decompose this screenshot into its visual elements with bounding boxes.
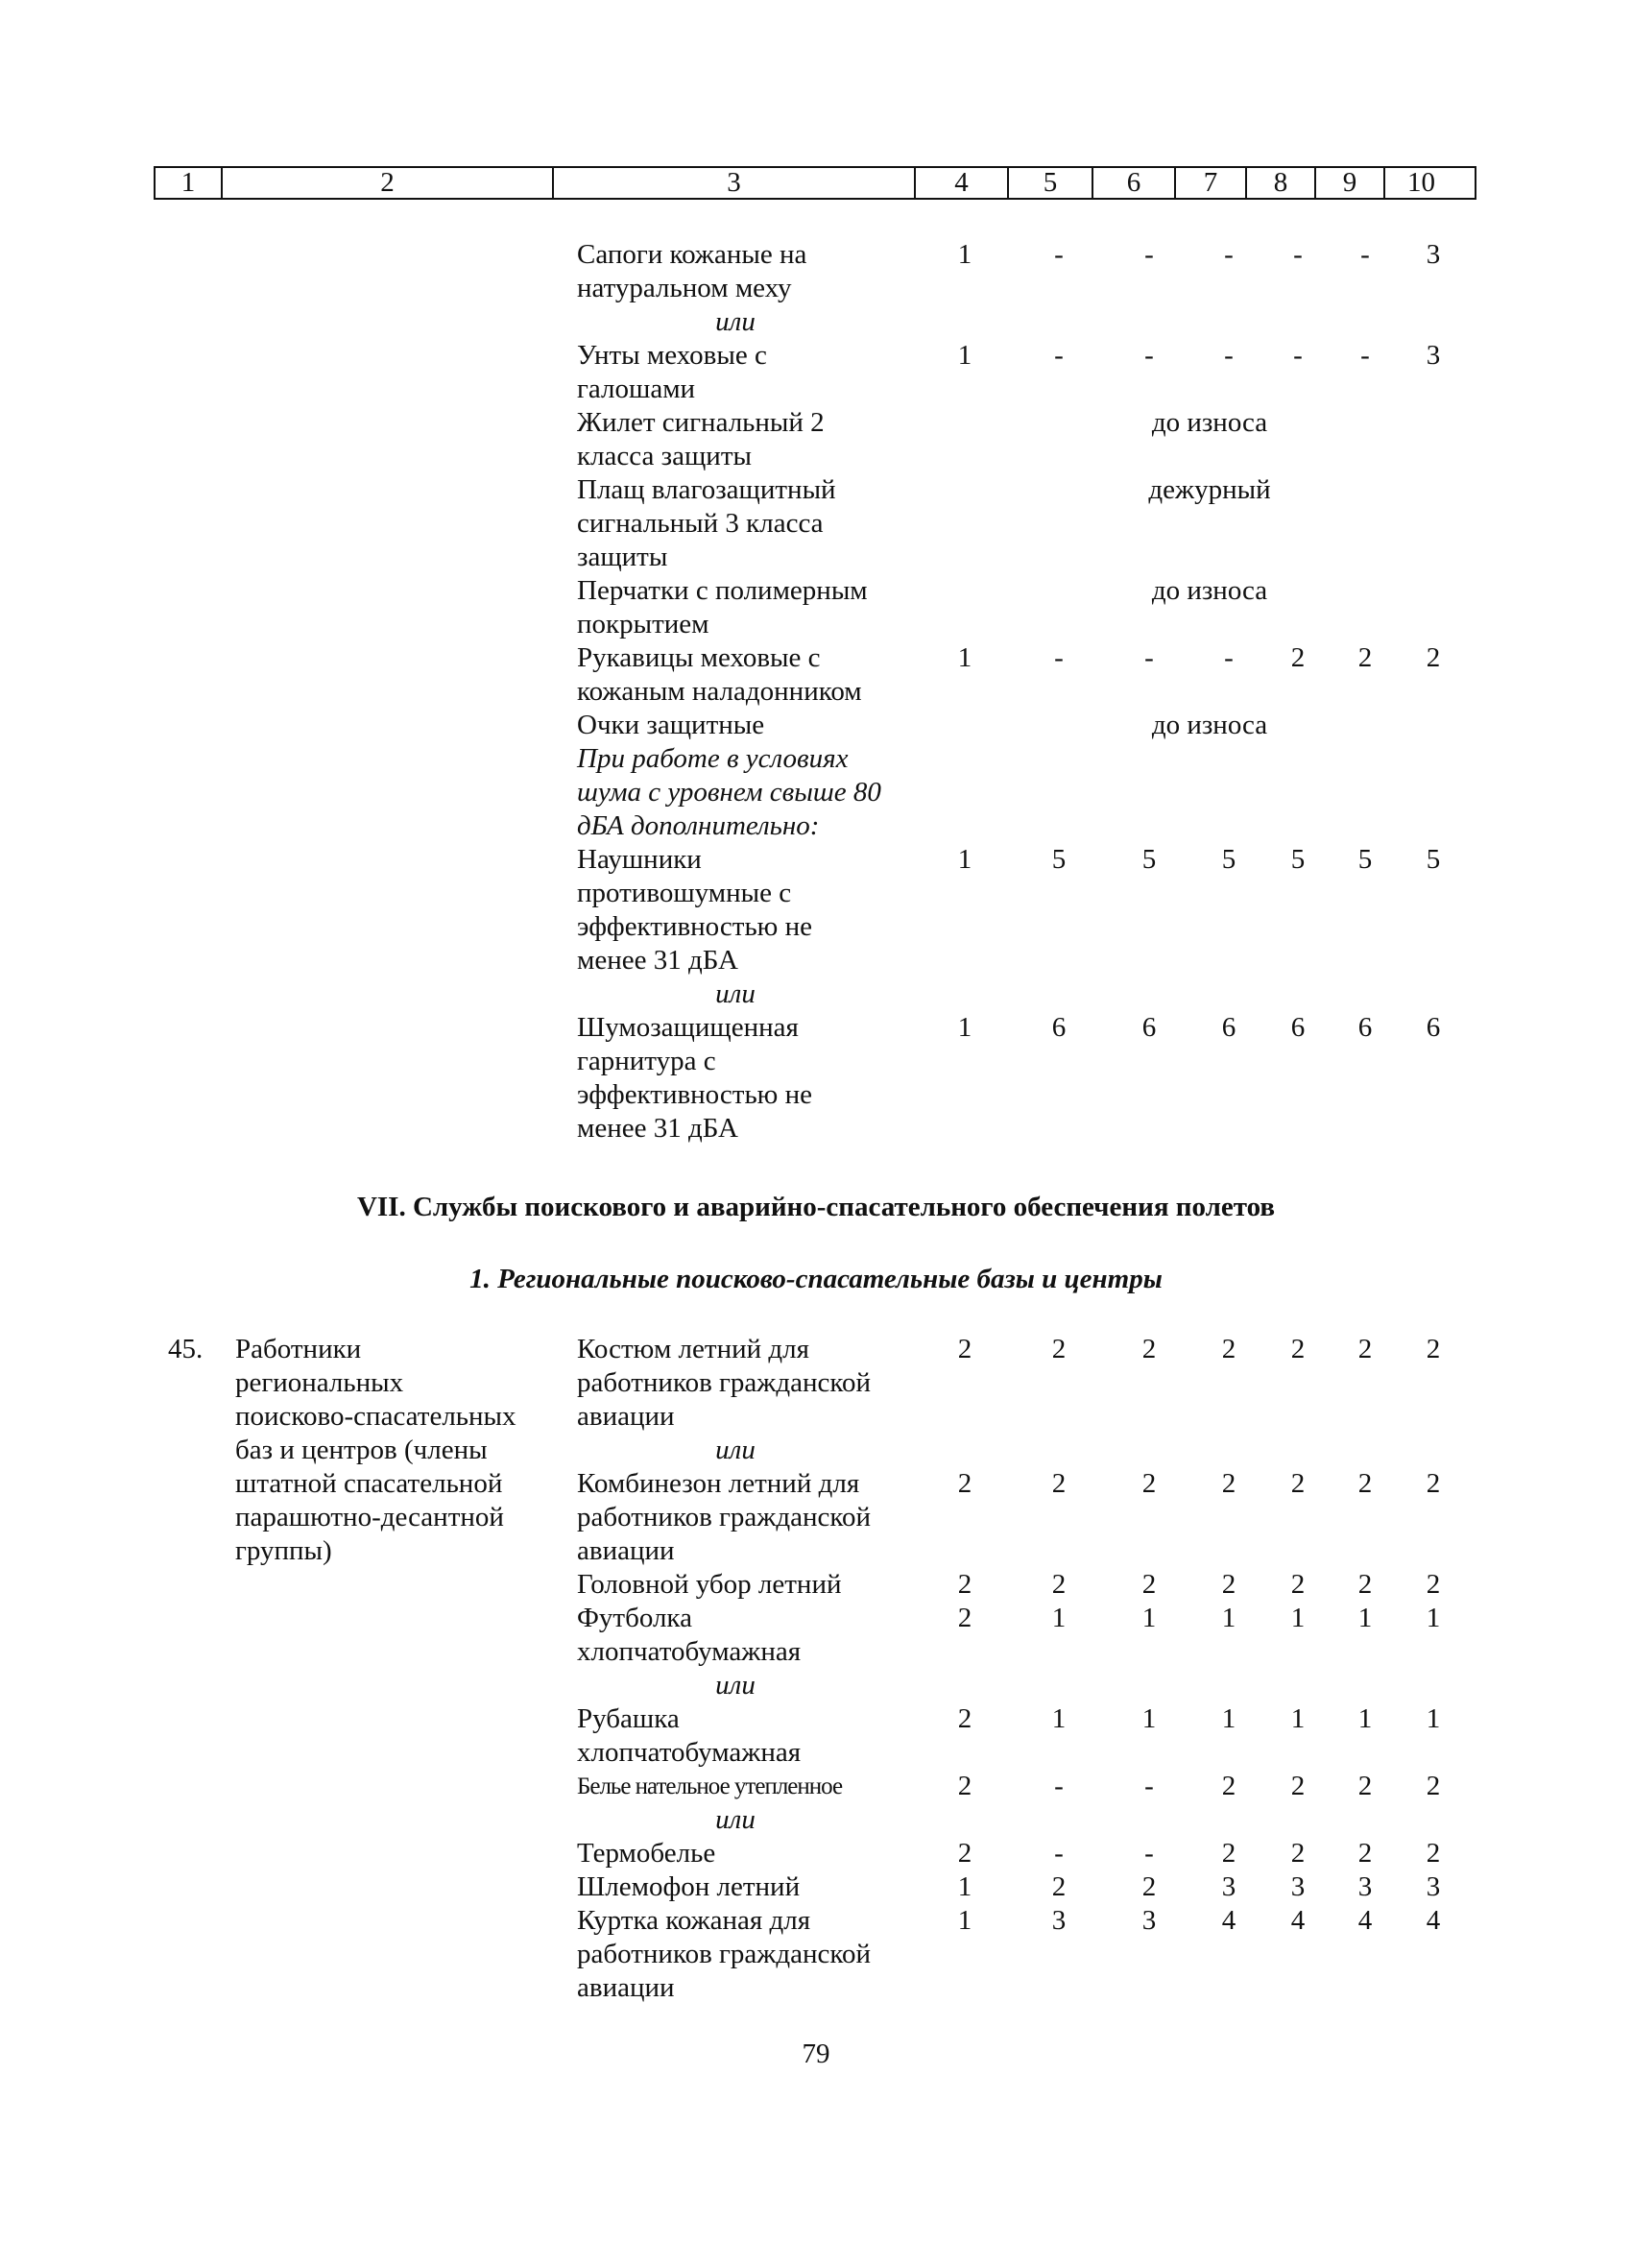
value-col-4: 2 — [957, 1468, 972, 1499]
equipment-list-bottom — [0, 1333, 1632, 2005]
value-col-4: 2 — [957, 1703, 972, 1734]
value-col-4: 2 — [957, 1771, 972, 1801]
additional-note — [577, 742, 942, 843]
value-col-6: - — [1144, 642, 1154, 673]
bottom-row — [0, 1837, 1632, 1870]
value-col-6: - — [1144, 1771, 1154, 1801]
workers-line: штатной спасательной — [235, 1468, 503, 1499]
item-values — [0, 1602, 1632, 1635]
item-values — [0, 1870, 1632, 1904]
bottom-row — [0, 1803, 1632, 1837]
value-col-10: 6 — [1426, 1012, 1441, 1043]
value-col-6: 6 — [1141, 1012, 1157, 1043]
value-col-10: 3 — [1426, 340, 1441, 371]
value-col-6: - — [1144, 239, 1154, 270]
workers-line: поисково-спасательных — [235, 1401, 516, 1432]
item-name-line: работников гражданской — [577, 1502, 871, 1532]
value-col-9: 2 — [1357, 1838, 1373, 1869]
value-col-7: 4 — [1221, 1905, 1236, 1936]
alternative-or: или — [715, 978, 756, 1009]
value-col-4: 1 — [957, 239, 972, 270]
top-row — [0, 473, 1632, 574]
value-col-6: 1 — [1141, 1603, 1157, 1633]
bottom-row — [0, 1333, 1632, 1434]
value-col-4: 1 — [957, 1905, 972, 1936]
value-col-7: 2 — [1221, 1334, 1236, 1364]
value-col-5: 5 — [1051, 844, 1067, 875]
item-values — [0, 473, 1632, 507]
value-col-6: 1 — [1141, 1703, 1157, 1734]
value-col-7: 2 — [1221, 1771, 1236, 1801]
value-col-10: 1 — [1426, 1603, 1441, 1633]
alternative-or: или — [715, 1804, 756, 1835]
item-name-line: авиации — [577, 1972, 675, 2003]
col-header-1: 1 — [156, 168, 223, 198]
value-col-10: 2 — [1426, 1771, 1441, 1801]
item-name-line: эффективностью не — [577, 911, 812, 942]
item-name-line: Очки защитные — [577, 710, 765, 740]
value-col-7: 6 — [1221, 1012, 1236, 1043]
column-number-header — [154, 166, 1476, 200]
value-col-8: 2 — [1290, 1838, 1306, 1869]
alternative-or: или — [715, 1435, 756, 1465]
note-line: шума с уровнем свыше 80 — [577, 777, 881, 808]
value-col-10: 5 — [1426, 844, 1441, 875]
value-col-4: 1 — [957, 1012, 972, 1043]
item-number: 45. — [168, 1334, 204, 1364]
item-name-line: Жилет сигнальный 2 — [577, 407, 825, 438]
col-header-4: 4 — [916, 168, 1009, 198]
item-name-line: Рубашка — [577, 1703, 680, 1734]
value-col-9: 5 — [1357, 844, 1373, 875]
bottom-row — [0, 1702, 1632, 1770]
item-name-line: хлопчатобумажная — [577, 1636, 802, 1667]
value-col-8: 2 — [1290, 1334, 1306, 1364]
value-col-10: 2 — [1426, 1468, 1441, 1499]
value-col-7: - — [1224, 642, 1234, 673]
item-name-line: авиации — [577, 1535, 675, 1566]
value-col-6: 2 — [1141, 1468, 1157, 1499]
col-header-5: 5 — [1009, 168, 1093, 198]
workers-line: региональных — [235, 1367, 404, 1398]
item-name-line: натуральном меху — [577, 273, 792, 303]
value-col-9: 1 — [1357, 1703, 1373, 1734]
item-name-line: галошами — [577, 374, 696, 404]
item-name-line: менее 31 дБА — [577, 945, 738, 976]
value-col-6: - — [1144, 340, 1154, 371]
item-values — [0, 1011, 1632, 1045]
item-name-line: кожаным наладонником — [577, 676, 862, 707]
item-name-line: Футболка — [577, 1603, 692, 1633]
item-name-line: класса защиты — [577, 441, 752, 471]
term-text: до износа — [1151, 575, 1268, 606]
value-col-7: 2 — [1221, 1569, 1236, 1600]
term-text: до износа — [1151, 407, 1268, 438]
col-header-6: 6 — [1093, 168, 1176, 198]
bottom-row — [0, 1770, 1632, 1803]
item-values — [0, 238, 1632, 272]
value-col-5: 6 — [1051, 1012, 1067, 1043]
item-name-line: Шумозащищенная — [577, 1012, 799, 1043]
value-col-9: - — [1360, 239, 1370, 270]
value-col-4: 1 — [957, 844, 972, 875]
value-col-9: 4 — [1357, 1905, 1373, 1936]
item-name-line: Сапоги кожаные на — [577, 239, 807, 270]
value-col-4: 2 — [957, 1569, 972, 1600]
item-name-line: противошумные с — [577, 878, 792, 908]
value-col-7: 1 — [1221, 1603, 1236, 1633]
value-col-5: - — [1054, 340, 1064, 371]
value-col-6: 2 — [1141, 1569, 1157, 1600]
value-col-5: - — [1054, 239, 1064, 270]
value-col-10: 2 — [1426, 1838, 1441, 1869]
value-col-6: 2 — [1141, 1871, 1157, 1902]
item-values — [0, 1467, 1632, 1501]
value-col-7: 2 — [1221, 1838, 1236, 1869]
value-col-9: 6 — [1357, 1012, 1373, 1043]
item-name-line: хлопчатобумажная — [577, 1737, 802, 1768]
item-name-line: Плащ влагозащитный — [577, 474, 836, 505]
item-values — [0, 339, 1632, 373]
value-col-8: 6 — [1290, 1012, 1306, 1043]
item-values — [0, 1837, 1632, 1870]
equipment-list-top — [0, 238, 1632, 1146]
top-row — [0, 641, 1632, 709]
value-col-8: 2 — [1290, 1468, 1306, 1499]
term-text: дежурный — [1148, 474, 1271, 505]
top-row — [0, 742, 1632, 843]
value-col-7: - — [1224, 239, 1234, 270]
subsection-title: 1. Региональные поисково-спасательные базы и центры — [469, 1264, 1163, 1294]
value-col-4: 1 — [957, 340, 972, 371]
item-name-line: Перчатки с полимерным — [577, 575, 868, 606]
item-name-line: сигнальный 3 класса — [577, 508, 824, 539]
workers-line: баз и центров (члены — [235, 1435, 488, 1465]
value-col-8: 3 — [1290, 1871, 1306, 1902]
value-col-7: - — [1224, 340, 1234, 371]
item-values — [0, 641, 1632, 675]
value-col-8: - — [1293, 340, 1303, 371]
top-row — [0, 238, 1632, 305]
item-name-line: менее 31 дБА — [577, 1113, 738, 1144]
bottom-row — [0, 1602, 1632, 1669]
item-name-line: Термобелье — [577, 1838, 716, 1869]
item-values — [0, 574, 1632, 608]
col-header-8: 8 — [1247, 168, 1316, 198]
item-name-line: гарнитура с — [577, 1046, 716, 1076]
top-row — [0, 305, 1632, 339]
value-col-8: 4 — [1290, 1905, 1306, 1936]
item-values — [0, 1333, 1632, 1366]
value-col-9: 2 — [1357, 1771, 1373, 1801]
value-col-9: 2 — [1357, 1468, 1373, 1499]
section-title: VII. Службы поискового и аварийно-спасательного обеспечения полетов — [356, 1192, 1276, 1222]
item-name-line: покрытием — [577, 609, 709, 639]
item-name-line: Головной убор летний — [577, 1569, 842, 1600]
value-col-5: 2 — [1051, 1334, 1067, 1364]
value-col-5: - — [1054, 1771, 1064, 1801]
value-col-10: 4 — [1426, 1905, 1441, 1936]
alternative-or: или — [715, 306, 756, 337]
item-45-block — [0, 1333, 1632, 2005]
item-name-line: работников гражданской — [577, 1367, 871, 1398]
top-row — [0, 1011, 1632, 1146]
top-row — [0, 709, 1632, 742]
value-col-5: 2 — [1051, 1569, 1067, 1600]
value-col-5: 2 — [1051, 1871, 1067, 1902]
item-values — [0, 1904, 1632, 1938]
value-col-10: 2 — [1426, 1334, 1441, 1364]
value-col-5: - — [1054, 642, 1064, 673]
bottom-row — [0, 1568, 1632, 1602]
value-col-6: - — [1144, 1838, 1154, 1869]
value-col-9: - — [1360, 340, 1370, 371]
bottom-row — [0, 1434, 1632, 1467]
item-name-line: работников гражданской — [577, 1939, 871, 1969]
value-col-7: 2 — [1221, 1468, 1236, 1499]
value-col-9: 2 — [1357, 1569, 1373, 1600]
value-col-8: 5 — [1290, 844, 1306, 875]
col-header-3: 3 — [554, 168, 916, 198]
item-name-line: эффективностью не — [577, 1079, 812, 1110]
col-header-7: 7 — [1176, 168, 1247, 198]
value-col-8: 1 — [1290, 1603, 1306, 1633]
top-row — [0, 406, 1632, 473]
col-header-10: 10 — [1407, 167, 1435, 198]
bottom-row — [0, 1870, 1632, 1904]
value-col-4: 2 — [957, 1334, 972, 1364]
value-col-5: - — [1054, 1838, 1064, 1869]
item-name-line: Белье нательное утепленное — [577, 1773, 843, 1799]
bottom-row — [0, 1467, 1632, 1568]
item-name-line: авиации — [577, 1401, 675, 1432]
value-col-6: 2 — [1141, 1334, 1157, 1364]
value-col-4: 2 — [957, 1603, 972, 1633]
note-line: При работе в условиях — [577, 743, 849, 774]
top-row — [0, 574, 1632, 641]
item-values — [0, 406, 1632, 440]
value-col-7: 1 — [1221, 1703, 1236, 1734]
page-number: 79 — [802, 2039, 830, 2069]
value-col-4: 2 — [957, 1838, 972, 1869]
item-values — [0, 1770, 1632, 1803]
value-col-8: 1 — [1290, 1703, 1306, 1734]
value-col-9: 2 — [1357, 642, 1373, 673]
top-row — [0, 977, 1632, 1011]
value-col-7: 3 — [1221, 1871, 1236, 1902]
value-col-9: 1 — [1357, 1603, 1373, 1633]
bottom-row — [0, 1904, 1632, 2005]
item-name-line: защиты — [577, 542, 668, 572]
item-values — [0, 1702, 1632, 1736]
value-col-8: 2 — [1290, 1569, 1306, 1600]
item-values — [0, 843, 1632, 877]
item-name-line: Наушники — [577, 844, 702, 875]
value-col-10: 2 — [1426, 1569, 1441, 1600]
alternative-or: или — [715, 1670, 756, 1701]
value-col-10: 3 — [1426, 1871, 1441, 1902]
item-name-line: Комбинезон летний для — [577, 1468, 860, 1499]
value-col-6: 5 — [1141, 844, 1157, 875]
value-col-5: 2 — [1051, 1468, 1067, 1499]
workers-line: Работники — [235, 1334, 362, 1364]
value-col-10: 3 — [1426, 239, 1441, 270]
value-col-9: 3 — [1357, 1871, 1373, 1902]
item-name-line: Куртка кожаная для — [577, 1905, 811, 1936]
item-values — [0, 1568, 1632, 1602]
term-text: до износа — [1151, 710, 1268, 740]
col-header-2: 2 — [223, 168, 554, 198]
top-row — [0, 339, 1632, 406]
value-col-6: 3 — [1141, 1905, 1157, 1936]
value-col-8: 2 — [1290, 642, 1306, 673]
value-col-10: 2 — [1426, 642, 1441, 673]
item-name-line: Унты меховые с — [577, 340, 767, 371]
col-header-9: 9 — [1316, 168, 1385, 198]
value-col-4: 1 — [957, 642, 972, 673]
value-col-8: 2 — [1290, 1771, 1306, 1801]
workers-line: парашютно-десантной — [235, 1502, 504, 1532]
value-col-9: 2 — [1357, 1334, 1373, 1364]
item-name-line: Шлемофон летний — [577, 1871, 801, 1902]
item-name-line: Рукавицы меховые с — [577, 642, 821, 673]
item-name-line: Костюм летний для — [577, 1334, 809, 1364]
top-row — [0, 843, 1632, 977]
value-col-4: 1 — [957, 1871, 972, 1902]
note-line: дБА дополнительно: — [577, 810, 820, 841]
bottom-row — [0, 1669, 1632, 1702]
value-col-5: 1 — [1051, 1603, 1067, 1633]
value-col-8: - — [1293, 239, 1303, 270]
value-col-7: 5 — [1221, 844, 1236, 875]
item-values — [0, 709, 1632, 742]
workers-line: группы) — [235, 1535, 332, 1566]
value-col-5: 1 — [1051, 1703, 1067, 1734]
value-col-5: 3 — [1051, 1905, 1067, 1936]
value-col-10: 1 — [1426, 1703, 1441, 1734]
